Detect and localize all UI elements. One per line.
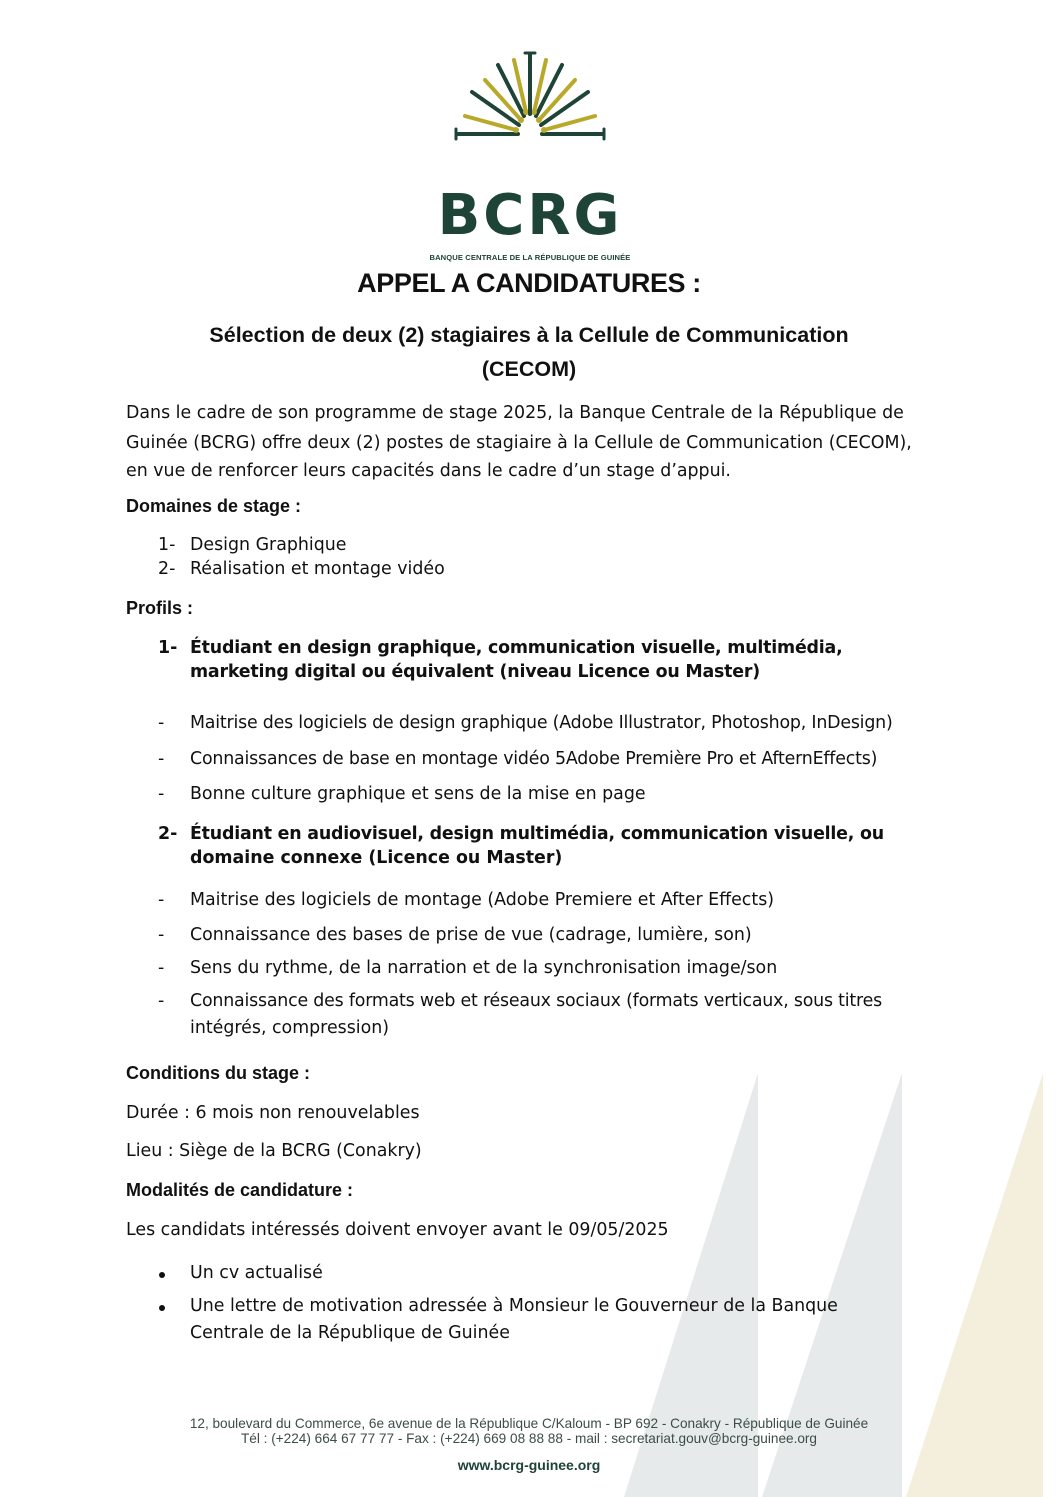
profil-title-line-2: marketing digital ou équivalent (niveau Licence ou Master) [190, 662, 760, 682]
list-dash: - [158, 713, 165, 733]
list-dash: - [158, 925, 165, 945]
condition-lieu: Lieu : Siège de la BCRG (Conakry) [126, 1141, 422, 1161]
profil-skill-item: Connaissance des bases de prise de vue (cadrage, lumière, son) [190, 925, 752, 945]
profil-skill-item: Maitrise des logiciels de design graphique (Adobe Illustrator, Photoshop, InDesign) [190, 713, 893, 733]
modalite-item: Une lettre de motivation adressée à Monsieur le Gouverneur de la Banque [190, 1296, 838, 1316]
modalites-intro: Les candidats intéressés doivent envoyer avant le 09/05/2025 [126, 1220, 669, 1240]
bullet-dot [159, 1305, 165, 1311]
page-title: APPEL A CANDIDATURES : [357, 268, 701, 298]
domaine-number: 1- [158, 535, 176, 555]
profil-skill-item: Bonne culture graphique et sens de la mise en page [190, 784, 646, 804]
list-dash: - [158, 784, 165, 804]
section-heading-conditions: Conditions du stage : [126, 1063, 310, 1083]
subtitle-line-2: (CECOM) [481, 357, 577, 381]
subtitle-line-1: Sélection de deux (2) stagiaires à la Cellule de Communication [209, 323, 849, 347]
logo-subtitle: BANQUE CENTRALE DE LA RÉPUBLIQUE DE GUINÉE [429, 253, 631, 262]
profil-number: 1- [158, 638, 178, 658]
profil-skill-item-continued: intégrés, compression) [190, 1018, 390, 1038]
profil-skill-item: Connaissance des formats web et réseaux sociaux (formats verticaux, sous titres [190, 991, 882, 1011]
section-heading-profils: Profils : [126, 598, 194, 618]
footer-contact: Tél : (+224) 664 67 77 77 - Fax : (+224) 669 08 88 88 - mail : secretariat.gouv@bcrg-guinee.org [241, 1431, 817, 1446]
list-dash: - [158, 749, 165, 769]
profil-skill-item: Connaissances de base en montage vidéo 5Adobe Première Pro et AfternEffects) [190, 749, 878, 769]
profil-title-line-1: Étudiant en audiovisuel, design multimédia, communication visuelle, ou [190, 824, 884, 844]
section-heading-modalites: Modalités de candidature : [126, 1180, 354, 1200]
list-dash: - [158, 890, 165, 910]
profil-title-line-2: domaine connexe (Licence ou Master) [190, 848, 563, 868]
condition-duree: Durée : 6 mois non renouvelables [126, 1103, 420, 1123]
intro-line-3: en vue de renforcer leurs capacités dans le cadre d’un stage d’appui. [126, 461, 731, 481]
intro-line-1: Dans le cadre de son programme de stage 2025, la Banque Centrale de la République de [126, 403, 904, 423]
logo-wordmark: BCRG [437, 183, 623, 248]
footer-website-link[interactable]: www.bcrg-guinee.org [457, 1457, 601, 1473]
list-dash: - [158, 991, 165, 1011]
bullet-dot [159, 1272, 165, 1278]
domaine-number: 2- [158, 559, 176, 579]
profil-skill-item: Sens du rythme, de la narration et de la synchronisation image/son [190, 958, 778, 978]
section-heading-domaines: Domaines de stage : [126, 496, 302, 516]
profil-title-line-1: Étudiant en design graphique, communication visuelle, multimédia, [190, 638, 843, 658]
footer-address: 12, boulevard du Commerce, 6e avenue de la République C/Kaloum - BP 692 - Conakry - République de Guinée [189, 1416, 869, 1431]
modalite-item-continued: Centrale de la République de Guinée [190, 1323, 510, 1343]
modalite-item: Un cv actualisé [190, 1263, 323, 1283]
intro-line-2: Guinée (BCRG) offre deux (2) postes de stagiaire à la Cellule de Communication (CECOM), [126, 433, 912, 453]
domaine-item: Design Graphique [190, 535, 347, 555]
profil-skill-item: Maitrise des logiciels de montage (Adobe Premiere et After Effects) [190, 890, 775, 910]
page-subtitle [120, 318, 938, 386]
list-dash: - [158, 958, 165, 978]
domaine-item: Réalisation et montage vidéo [190, 559, 445, 579]
bcrg-logo [410, 50, 650, 262]
profil-number: 2- [158, 824, 178, 844]
sunburst-rays-icon [410, 50, 650, 150]
